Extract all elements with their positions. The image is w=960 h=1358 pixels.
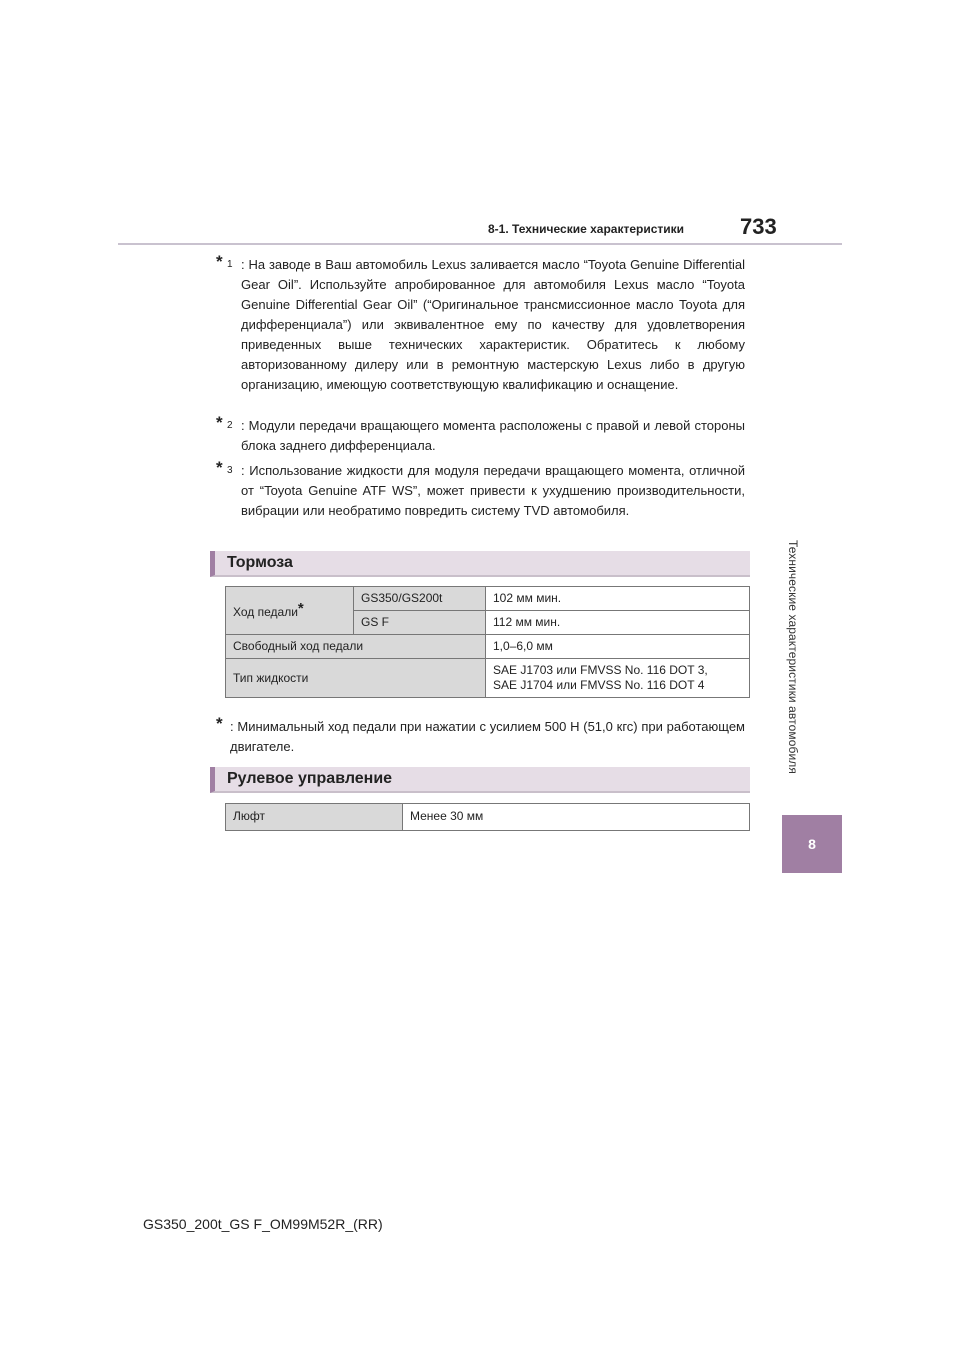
footnote-number: 1 [227, 259, 233, 270]
pedal-travel-label: Ход педали [233, 605, 298, 619]
footnote-text: : На заводе в Ваш автомобиль Lexus заливается масло “Toyota Genuine Differential Gear Oil”. Используйте апробированное для автомобиля Lexus масло “Toyota Genuine Differential Gear Oil” (“Оригинальное трансмиссионное масло Toyota для дифференциала”) или эквивалентное ему по качеству для удовлетворения приведенных выше технических характеристик. Обратитесь к любому авторизованному дилеру или в ремонтную мастерскую Lexus либо в другую организацию, имеющую соответствующую квалификацию и оснащение. [241, 257, 745, 392]
table-row [226, 587, 750, 611]
table-row [226, 635, 750, 659]
footnote-number: 2 [227, 420, 233, 431]
chapter-side-title: Технические характеристики автомобиля [786, 540, 800, 774]
fluid-type-value [486, 659, 750, 698]
steering-section-title: Рулевое управление [227, 770, 393, 787]
page-number: 733 [740, 214, 777, 239]
chapter-tab[interactable] [782, 815, 842, 873]
free-play-value: 1,0–6,0 мм [486, 635, 750, 659]
header-divider [118, 243, 842, 245]
table-row [226, 804, 750, 831]
chapter-tab-number: 8 [808, 836, 816, 852]
model-cell: GS350/GS200t [354, 587, 486, 611]
footnote-1 [216, 252, 745, 395]
brakes-section-title: Тормоза [227, 554, 293, 571]
footnote-text: : Использование жидкости для модуля передачи вращающего момента, отличной от “Toyota Genuine ATF WS”, может привести к ухудшению производительности, вибрации или необратимо повредить систему TVD автомобиля. [241, 463, 745, 518]
value-cell: 102 мм мин. [486, 587, 750, 611]
header-section-title: 8-1. Технические характеристики [488, 222, 685, 236]
footnote-3 [216, 458, 745, 521]
fluid-type-value-line: SAE J1703 или FMVSS No. 116 DOT 3, [493, 663, 708, 677]
fluid-type-value-line: SAE J1704 или FMVSS No. 116 DOT 4 [493, 678, 705, 692]
footnote-marker: * [216, 458, 223, 477]
steering-section-header [210, 767, 750, 793]
fluid-type-label: Тип жидкости [226, 659, 486, 698]
footnote-text: : Минимальный ход педали при нажатии с усилием 500 Н (51,0 кгс) при работающем двигателе. [230, 719, 745, 754]
document-code: GS350_200t_GS F_OM99M52R_(RR) [143, 1216, 383, 1232]
footnote-number: 3 [227, 465, 233, 476]
footnote-text: : Модули передачи вращающего момента расположены с правой и левой стороны блока заднего дифференциала. [241, 418, 745, 453]
free-play-steering-value: Менее 30 мм [403, 804, 750, 831]
pedal-travel-label-cell [226, 587, 354, 635]
footnote-marker: * [216, 714, 223, 733]
pedal-travel-marker: * [297, 600, 304, 617]
footnote-2 [216, 413, 745, 456]
model-cell: GS F [354, 611, 486, 635]
free-play-label: Свободный ход педали [226, 635, 486, 659]
brakes-spec-table [225, 586, 750, 698]
brakes-footnote [216, 714, 745, 757]
footnote-marker: * [216, 413, 223, 432]
brakes-section-header [210, 551, 750, 577]
value-cell: 112 мм мин. [486, 611, 750, 635]
steering-spec-table [225, 803, 750, 831]
free-play-steering-label: Люфт [226, 804, 403, 831]
table-row [226, 659, 750, 698]
footnote-marker: * [216, 252, 223, 271]
